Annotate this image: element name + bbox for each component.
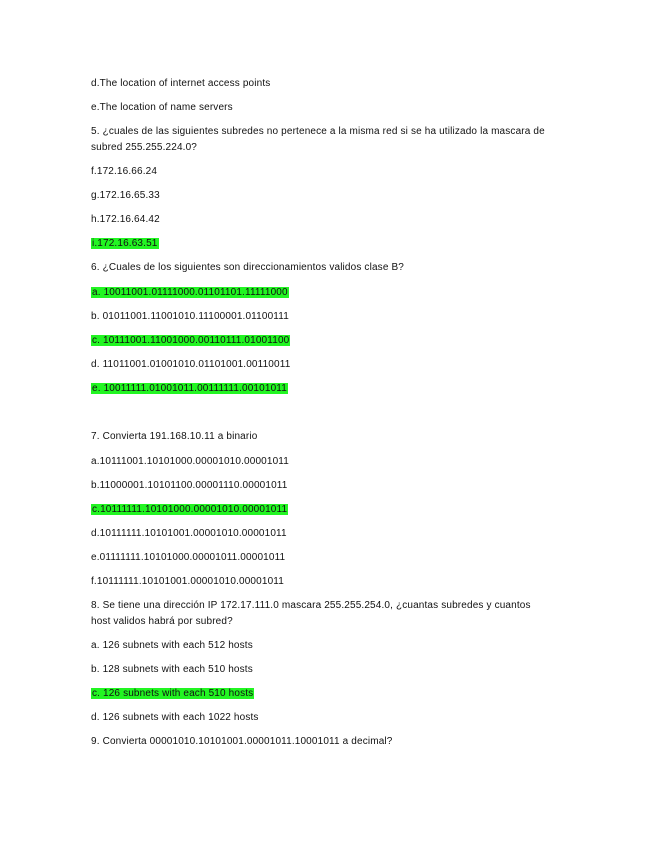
question-8-text-continued: host validos habrá por subred? [91, 616, 233, 627]
q5-option-g: g.172.16.65.33 [91, 190, 160, 201]
question-6-text: 6. ¿Cuales de los siguientes son direccionamientos validos clase B? [91, 262, 404, 273]
q5-option-i-highlighted: i.172.16.63.51 [92, 238, 158, 249]
q6-option-c-highlighted: c. 10111001.11001000.00110111.01001100 [92, 335, 290, 346]
q6-option-a-highlighted: a. 10011001.01111000.01101101.11111000 [92, 287, 288, 298]
q8-option-d: d. 126 subnets with each 1022 hosts [91, 712, 259, 723]
q7-option-d: d.10111111.10101001.00001010.00001011 [91, 528, 287, 539]
q6-option-e-highlighted: e. 10011111.01001011.00111111.00101011 [92, 383, 287, 394]
q7-option-a: a.10111001.10101000.00001010.00001011 [91, 456, 289, 467]
option-e-name-servers: e.The location of name servers [91, 102, 233, 113]
question-5-text: 5. ¿cuales de las siguientes subredes no pertenece a la misma red si se ha utilizado la mascara de [91, 126, 545, 137]
question-5-text-continued: subred 255.255.224.0? [91, 142, 198, 153]
q8-option-c-highlighted: c. 126 subnets with each 510 hosts [92, 688, 254, 699]
q8-option-b: b. 128 subnets with each 510 hosts [91, 664, 253, 675]
q7-option-b: b.11000001.10101100.00001110.00001011 [91, 480, 288, 491]
q5-option-h: h.172.16.64.42 [91, 214, 160, 225]
q7-option-f: f.10111111.10101001.00001010.00001011 [91, 576, 284, 587]
q8-option-a: a. 126 subnets with each 512 hosts [91, 640, 253, 651]
q7-option-c-highlighted: c.10111111.10101000.00001010.00001011 [92, 504, 288, 515]
option-d-internet-access: d.The location of internet access points [91, 78, 271, 89]
q6-option-d: d. 11011001.01001010.01101001.00110011 [91, 359, 291, 370]
q6-option-b: b. 01011001.11001010.11100001.01100111 [91, 311, 289, 322]
q7-option-e: e.01111111.10101000.00001011.00001011 [91, 552, 286, 563]
question-9-text: 9. Convierta 00001010.10101001.00001011.10001011 a decimal? [91, 736, 393, 747]
question-8-text: 8. Se tiene una dirección IP 172.17.111.0 mascara 255.255.254.0, ¿cuantas subredes y cuantos [91, 600, 531, 611]
q5-option-f: f.172.16.66.24 [91, 166, 158, 177]
question-7-text: 7. Convierta 191.168.10.11 a binario [91, 431, 258, 442]
